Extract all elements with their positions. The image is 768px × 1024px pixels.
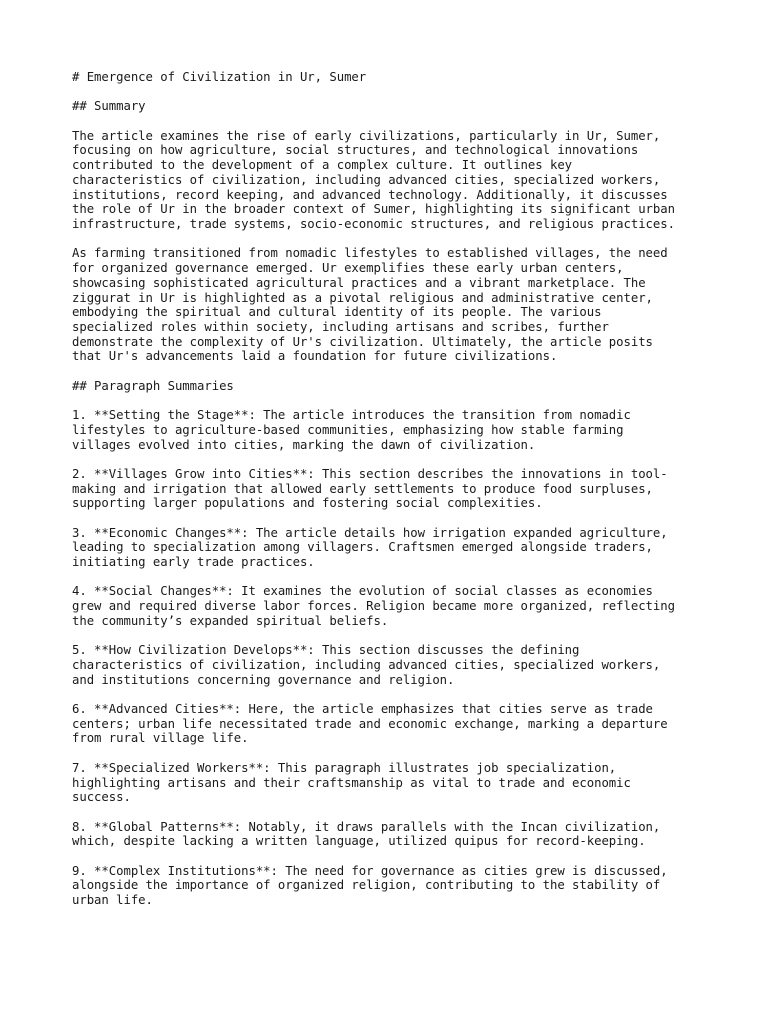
- summary-heading: ## Summary: [72, 99, 146, 114]
- paragraph-summary-item: 2. **Villages Grow into Cities**: This section describes the innovations in tool- making and irrigation that allowed early settlements to produce food surpluses, supporting larger populations and fostering social complexities.: [72, 466, 668, 511]
- paragraph-summary-item: 3. **Economic Changes**: The article details how irrigation expanded agriculture, leading to specialization among villagers. Craftsmen emerged alongside traders, initiating early trade practices.: [72, 525, 668, 570]
- paragraph-summaries-heading: ## Paragraph Summaries: [72, 378, 234, 393]
- paragraph-summary-item: 5. **How Civilization Develops**: This section discusses the defining characteristics of civilization, including advanced cities, specialized workers, and institutions concerning governance and religion.: [72, 643, 661, 687]
- paragraph-summary-item: 9. **Complex Institutions**: The need for governance as cities grew is discussed, alongside the importance of organized religion, contributing to the stability of urban life.: [72, 863, 668, 908]
- paragraph-summary-item: 7. **Specialized Workers**: This paragraph illustrates job specialization, highlighting artisans and their craftsmanship as vital to trade and economic success.: [72, 760, 631, 805]
- paragraph-summary-item: 1. **Setting the Stage**: The article introduces the transition from nomadic lifestyles to agriculture-based communities, emphasizing how stable farming villages evolved into cities, marking the dawn of civilization.: [72, 408, 631, 452]
- document-title: # Emergence of Civilization in Ur, Sumer: [72, 70, 367, 84]
- summary-paragraph: As farming transitioned from nomadic lifestyles to established villages, the need for organized governance emerged. Ur exemplifies these early urban centers, showcasing sophisticated agricultural practices and a vibrant marketplace. The ziggurat in Ur is highlighted as a pivotal religious and administrative center, embodying the spiritual and cultural identity of its people. The various specialized roles within society, including artisans and scribes, further demonstrate the complexity of Ur's civilization. Ultimately, the article posits that Ur's advancements laid a foundation for future civilizations.: [72, 246, 668, 364]
- paragraph-summary-item: 6. **Advanced Cities**: Here, the article emphasizes that cities serve as trade centers; urban life necessitated trade and economic exchange, marking a departure from rural village life.: [72, 702, 668, 746]
- paragraph-summary-item: 4. **Social Changes**: It examines the evolution of social classes as economies grew and required diverse labor forces. Religion became more organized, reflecting the community’s expanded spiritual beliefs.: [72, 584, 675, 628]
- document-page: [72, 70, 702, 923]
- paragraph-summary-item: 8. **Global Patterns**: Notably, it draws parallels with the Incan civilization, which, despite lacking a written language, utilized quipus for record-keeping.: [72, 819, 661, 849]
- summary-paragraph: The article examines the rise of early civilizations, particularly in Ur, Sumer, focusing on how agriculture, social structures, and technological innovations contributed to the development of a complex culture. It outlines key characteristics of civilization, including advanced cities, specialized workers, institutions, record keeping, and advanced technology. Additionally, it discusses the role of Ur in the broader context of Sumer, highlighting its significant urban infrastructure, trade systems, socio-economic structures, and religious practices.: [72, 128, 675, 231]
